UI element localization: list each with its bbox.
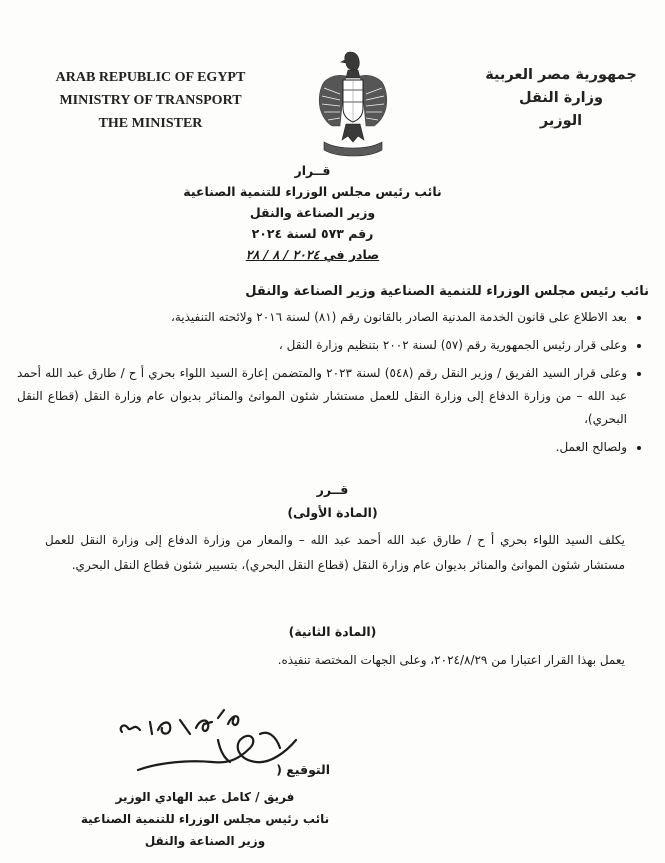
issuer-line-1: نائب رئيس مجلس الوزراء للتنمية الصناعية [183, 184, 442, 199]
article-1-heading: (المادة الأولى) [287, 505, 378, 520]
article-2-heading: (المادة الثانية) [288, 624, 377, 639]
recital-item: • ولصالح العمل. [17, 436, 627, 459]
decision-heading: قــرر [316, 482, 349, 497]
signer-title-1: نائب رئيس مجلس الوزراء للتنمية الصناعية [80, 812, 330, 826]
decree-title: قــرار [294, 163, 331, 178]
issue-date-value: ٢٠٢٤ / ٨ / ٢٨ [245, 247, 320, 262]
issuer-line-2: وزير الصناعة والنقل [249, 205, 376, 220]
decree-number: رقم ٥٧٣ لسنة ٢٠٢٤ [251, 226, 374, 241]
recital-item: • بعد الاطلاع على قانون الخدمة المدنية الصادر بالقانون رقم (٨١) لسنة ٢٠١٦ ولائحته التنفيذية، [17, 306, 627, 329]
signer-name: فريق / كامل عبد الهادي الوزير [115, 790, 295, 804]
english-letterhead [48, 66, 253, 135]
letterhead-country: ARAB REPUBLIC OF EGYPT [55, 70, 246, 85]
letterhead-minister-ar: الوزير [539, 113, 583, 129]
arabic-letterhead [471, 64, 651, 133]
letterhead-country-ar: جمهورية مصر العربية [485, 67, 637, 83]
recital-item: • وعلى قرار السيد الفريق / وزير النقل رقم (٥٤٨) لسنة ٢٠٢٣ والمتضمن إعارة السيد اللواء بحري أ ح / طارق عبد الله أحمد عبد الله – من وزارة الدفاع إلى وزارة النقل للعمل مستشار شئون الموانئ والمنائر بديوان عام وزارة النقل (قطاع النقل البحري)، [17, 362, 627, 431]
letterhead-ministry-ar: وزارة النقل [519, 90, 603, 106]
eagle-emblem-icon [312, 46, 394, 158]
letterhead-ministry: MINISTRY OF TRANSPORT [59, 93, 242, 108]
signer-block [70, 786, 340, 852]
decider-line: نائب رئيس مجلس الوزراء للتنمية الصناعية وزير الصناعة والنقل [245, 284, 649, 299]
letterhead-minister: THE MINISTER [98, 116, 203, 131]
recitals-list [17, 306, 649, 464]
issue-date-prefix: صادر في [323, 247, 380, 262]
signature-label: التوقيع ( [276, 762, 330, 777]
recital-item: • وعلى قرار رئيس الجمهورية رقم (٥٧) لسنة ٢٠٠٢ بتنظيم وزارة النقل ، [17, 334, 627, 357]
issue-date-line [150, 244, 475, 265]
article-2-text: يعمل بهذا القرار اعتبارا من ٢٠٢٤/٨/٢٩، وعلى الجهات المختصة تنفيذه. [277, 653, 625, 667]
article-1-text: يكلف السيد اللواء بحري أ ح / طارق عبد الله أحمد عبد الله – والمعار من وزارة الدفاع إلى وزارة النقل للعمل مستشار شئون الموانئ والمنائر بديوان عام وزارة النقل (قطاع النقل البحري)، بتسيير شئون قطاع النقل البحري. [45, 533, 625, 572]
decree-title-block [150, 160, 475, 265]
signer-title-2: وزير الصناعة والنقل [144, 834, 266, 848]
